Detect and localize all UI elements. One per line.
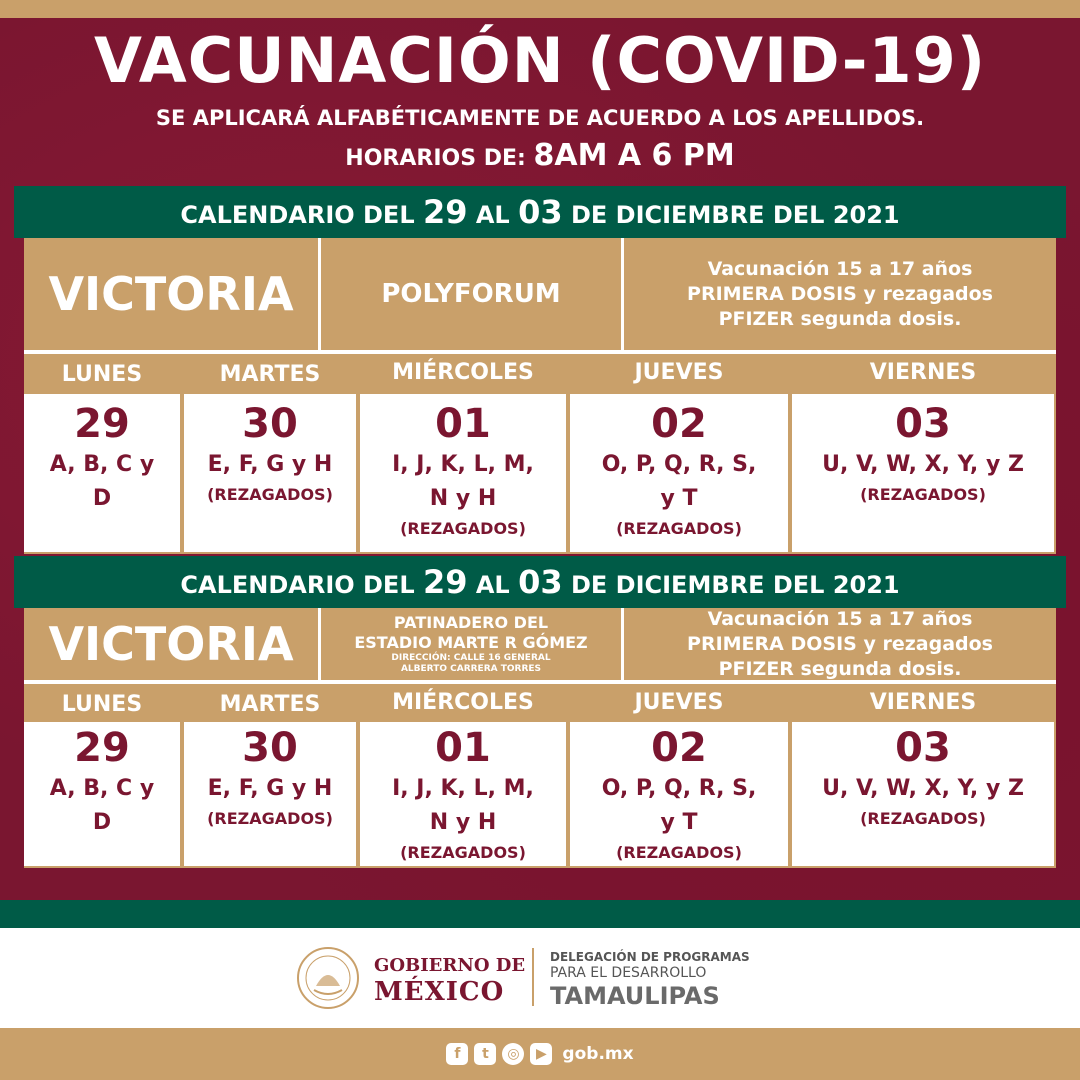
day-letters: I, J, K, L, M, [392,776,534,801]
vaccination-info [624,608,1056,680]
day-letters: A, B, C y [49,452,155,477]
banner-prefix: CALENDARIO DEL [180,201,415,229]
day-number: 30 [242,725,298,771]
day-cell-martes [184,722,356,866]
info-line: PFIZER segunda dosis. [718,307,962,330]
venue-line: PATINADERO DEL [393,613,549,632]
calendar-banner [14,556,1066,608]
venue-name [321,608,621,680]
day-cell-viernes [792,394,1054,552]
day-cell-miercoles [360,394,566,552]
hours-label: HORARIOS DE: [345,146,526,171]
day-header-miercoles: MIÉRCOLES [360,354,566,392]
twitter-icon[interactable]: t [474,1043,496,1065]
day-header-viernes: VIERNES [792,354,1054,392]
venue-address: DIRECCIÓN: CALLE 16 GENERAL [391,653,551,663]
green-band [0,900,1080,928]
day-header-viernes: VIERNES [792,684,1054,722]
deleg-line: PARA EL DESARROLLO [550,965,707,981]
day-cell-martes [184,394,356,552]
day-cell-lunes [24,394,180,552]
day-header-lunes: LUNES [24,686,180,724]
location-row [24,608,1056,680]
day-note: (REZAGADOS) [616,843,742,862]
day-cell-miercoles [360,722,566,866]
venue-name: POLYFORUM [381,279,561,309]
site-link[interactable]: gob.mx [562,1044,634,1064]
day-header-jueves: JUEVES [570,684,788,722]
banner-prefix: CALENDARIO DEL [180,571,415,599]
day-letters: U, V, W, X, Y, y Z [822,776,1024,801]
banner-end: 03 [518,563,563,601]
venue-line: ESTADIO MARTE R GÓMEZ [354,633,588,652]
banner-mid: AL [475,571,510,599]
top-gold-strip [0,0,1080,18]
day-letters: O, P, Q, R, S, [601,452,757,477]
day-header-miercoles: MIÉRCOLES [360,684,566,722]
day-letters: U, V, W, X, Y, y Z [822,452,1024,477]
footer-separator [532,948,534,1006]
vaccination-info [624,238,1056,350]
day-letters: E, F, G y H [207,452,333,477]
banner-start: 29 [422,563,468,601]
venue-address: ALBERTO CARRERA TORRES [400,664,542,674]
hours-value: 8AM A 6 PM [533,138,735,173]
day-note: (REZAGADOS) [207,809,333,828]
day-note: (REZAGADOS) [400,519,526,538]
deleg-line: DELEGACIÓN DE PROGRAMAS [550,950,750,964]
day-header-martes: MARTES [184,686,356,724]
day-header-lunes: LUNES [24,356,180,394]
instagram-icon[interactable]: ◎ [502,1043,524,1065]
mexico-coat-of-arms-icon [296,946,360,1010]
day-note: (REZAGADOS) [400,843,526,862]
banner-suffix: DE DICIEMBRE DEL 2021 [570,571,900,599]
youtube-icon[interactable]: ▶ [530,1043,552,1065]
calendar-banner [14,186,1066,238]
day-letters: D [92,486,112,511]
day-cell-viernes [792,722,1054,866]
day-cell-jueves [570,722,788,866]
day-number: 03 [895,401,951,447]
day-header-martes: MARTES [184,356,356,394]
day-number: 02 [651,725,707,771]
banner-suffix: DE DICIEMBRE DEL 2021 [570,201,900,229]
day-letters: N y H [429,486,497,511]
day-cell-lunes [24,722,180,866]
social-links [0,1028,1080,1080]
deleg-state: TAMAULIPAS [550,982,720,1010]
info-line: Vacunación 15 a 17 años [707,607,973,630]
day-letters: O, P, Q, R, S, [601,776,757,801]
day-letters: A, B, C y [49,776,155,801]
banner-mid: AL [475,201,510,229]
day-note: (REZAGADOS) [207,485,333,504]
day-letters: N y H [429,810,497,835]
banner-end: 03 [518,193,563,231]
location-row [24,238,1056,350]
day-number: 01 [435,401,491,447]
day-letters: E, F, G y H [207,776,333,801]
gob-line: MÉXICO [374,977,505,1007]
delegation-text [550,950,750,1010]
day-header-jueves: JUEVES [570,354,788,392]
day-number: 29 [74,401,130,447]
city-name: VICTORIA [48,617,294,671]
day-letters: D [92,810,112,835]
gobierno-logo-text [374,955,525,1007]
day-number: 29 [74,725,130,771]
page-title: VACUNACIÓN (COVID-19) [93,24,987,97]
info-line: PRIMERA DOSIS y rezagados [687,632,993,655]
day-note: (REZAGADOS) [616,519,742,538]
info-line: PRIMERA DOSIS y rezagados [687,282,993,305]
city-name: VICTORIA [48,267,294,321]
day-letters: y T [660,486,698,511]
day-note: (REZAGADOS) [860,809,986,828]
banner-start: 29 [422,193,468,231]
day-number: 01 [435,725,491,771]
day-letters: I, J, K, L, M, [392,452,534,477]
day-note: (REZAGADOS) [860,485,986,504]
day-letters: y T [660,810,698,835]
hours-line [0,138,1080,173]
info-line: Vacunación 15 a 17 años [707,257,973,280]
day-number: 03 [895,725,951,771]
day-number: 30 [242,401,298,447]
facebook-icon[interactable]: f [446,1043,468,1065]
day-number: 02 [651,401,707,447]
day-cell-jueves [570,394,788,552]
gob-line: GOBIERNO DE [374,955,526,976]
page-subtitle: SE APLICARÁ ALFABÉTICAMENTE DE ACUERDO A LOS APELLIDOS. [155,106,925,130]
info-line: PFIZER segunda dosis. [718,657,962,680]
